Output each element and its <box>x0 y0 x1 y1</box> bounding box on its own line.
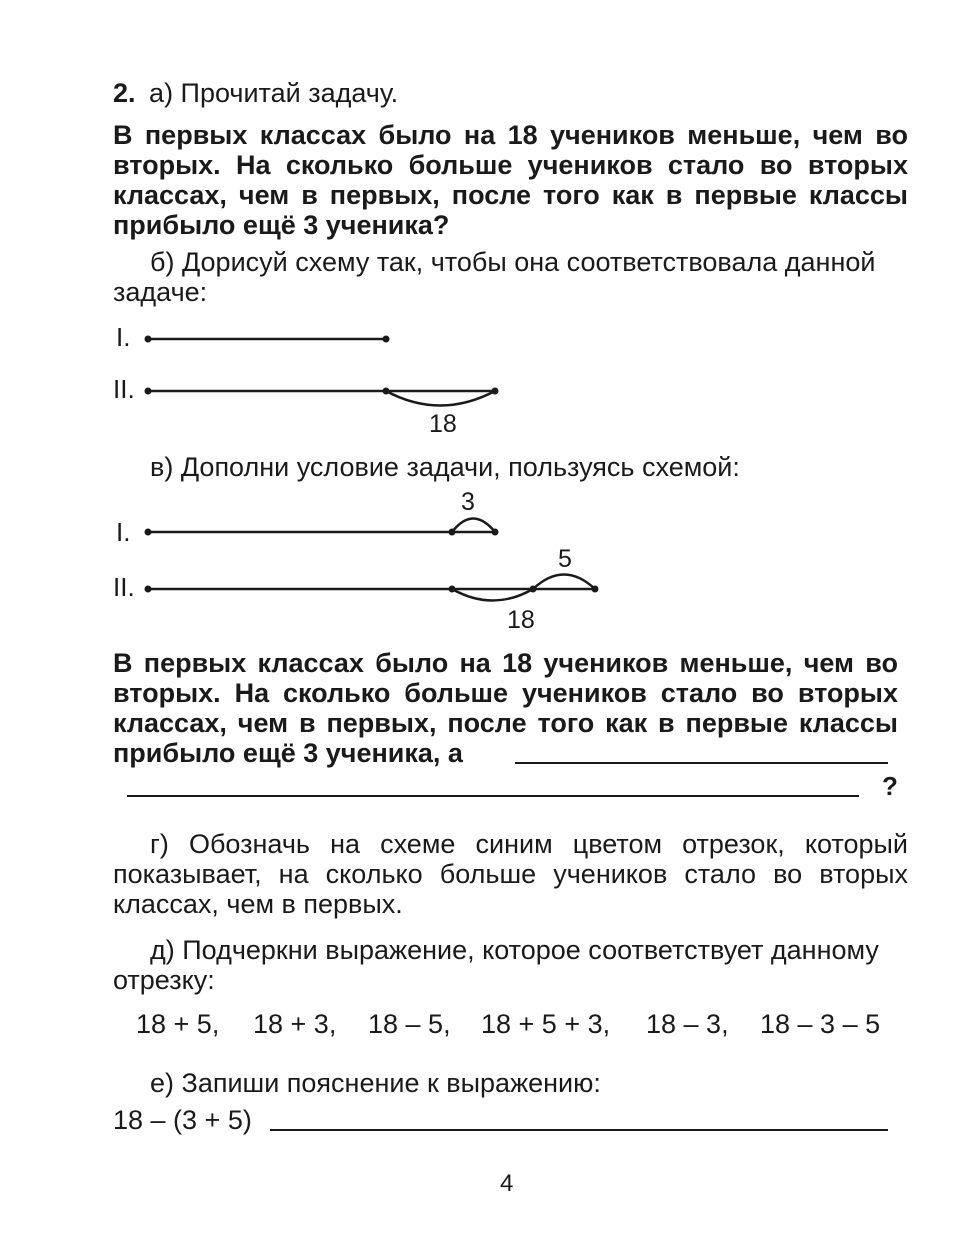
part-d-text: д) Подчеркни выражение, которое соответствует данному отрезку: <box>113 935 879 995</box>
answer-blank-line-2[interactable] <box>127 795 859 797</box>
expression-option[interactable]: 18 – 3 – 5 <box>760 1009 881 1039</box>
scheme1-point <box>383 388 390 395</box>
question-mark: ? <box>882 771 898 801</box>
scheme2-point <box>145 586 152 593</box>
expression-e: 18 – (3 + 5) <box>113 1105 252 1135</box>
scheme1-point <box>145 388 152 395</box>
part-v-text: в) Дополни условие задачи, пользуясь схемой: <box>150 452 740 482</box>
part-b-text: б) Дорисуй схему так, чтобы она соответствовала данной задаче: <box>113 247 876 307</box>
scheme2-point <box>449 529 456 536</box>
scheme1-point <box>145 336 152 343</box>
part-e-text: е) Запиши пояснение к выражению: <box>150 1068 601 1098</box>
scheme1-arc-18 <box>386 391 495 406</box>
scheme1-point <box>492 388 499 395</box>
scheme2-row1-label: I. <box>116 517 131 547</box>
scheme1-row2-label: II. <box>113 374 135 404</box>
scheme1-arc-label: 18 <box>429 410 457 438</box>
expression-option[interactable]: 18 + 3, <box>253 1009 337 1039</box>
expression-option[interactable]: 18 – 5, <box>368 1009 451 1039</box>
expression-option[interactable]: 18 + 5, <box>136 1009 220 1039</box>
scheme2-arc-5 <box>533 575 595 590</box>
scheme2-point <box>592 586 599 593</box>
part-g-text: г) Обозначь на схеме синим цветом отрезок, который показывает, на сколько больше учеников стало во вторых классах, чем в первых. <box>113 829 908 919</box>
scheme2-arc-label-5: 5 <box>558 545 572 573</box>
scheme2-point <box>449 586 456 593</box>
problem-text-fill-body: В первых классах было на 18 учеников меньше, чем во вторых. На сколько больше учеников стало во вторых классах, чем в первых, после того как в первые классы прибыло ещё 3 ученика, а <box>113 648 898 768</box>
scheme2-point <box>492 529 499 536</box>
scheme2-row2-label: II. <box>113 572 135 602</box>
explanation-blank-line[interactable] <box>270 1129 888 1131</box>
problem-text-fill <box>113 648 898 768</box>
expression-option[interactable]: 18 – 3, <box>646 1009 729 1039</box>
scheme2-arc-label-18: 18 <box>507 606 535 634</box>
scheme2-arc-18 <box>452 589 533 601</box>
answer-blank-line-1[interactable] <box>515 762 888 764</box>
scheme2-point <box>145 529 152 536</box>
scheme2-arc-3 <box>452 519 495 533</box>
scheme2-point <box>530 586 537 593</box>
scheme2-arc-label-3: 3 <box>461 488 475 516</box>
page-number: 4 <box>500 1170 514 1197</box>
task-number: 2. <box>113 78 136 108</box>
scheme1-point <box>383 336 390 343</box>
scheme1-row1-label: I. <box>116 322 131 352</box>
expression-option[interactable]: 18 + 5 + 3, <box>481 1009 611 1039</box>
problem-text: В первых классах было на 18 учеников меньше, чем во вторых. На сколько больше учеников стало во вторых классах, чем в первых, после того как в первые классы прибыло ещё 3 ученика? <box>113 120 908 240</box>
part-a-text: а) Прочитай задачу. <box>149 78 399 108</box>
